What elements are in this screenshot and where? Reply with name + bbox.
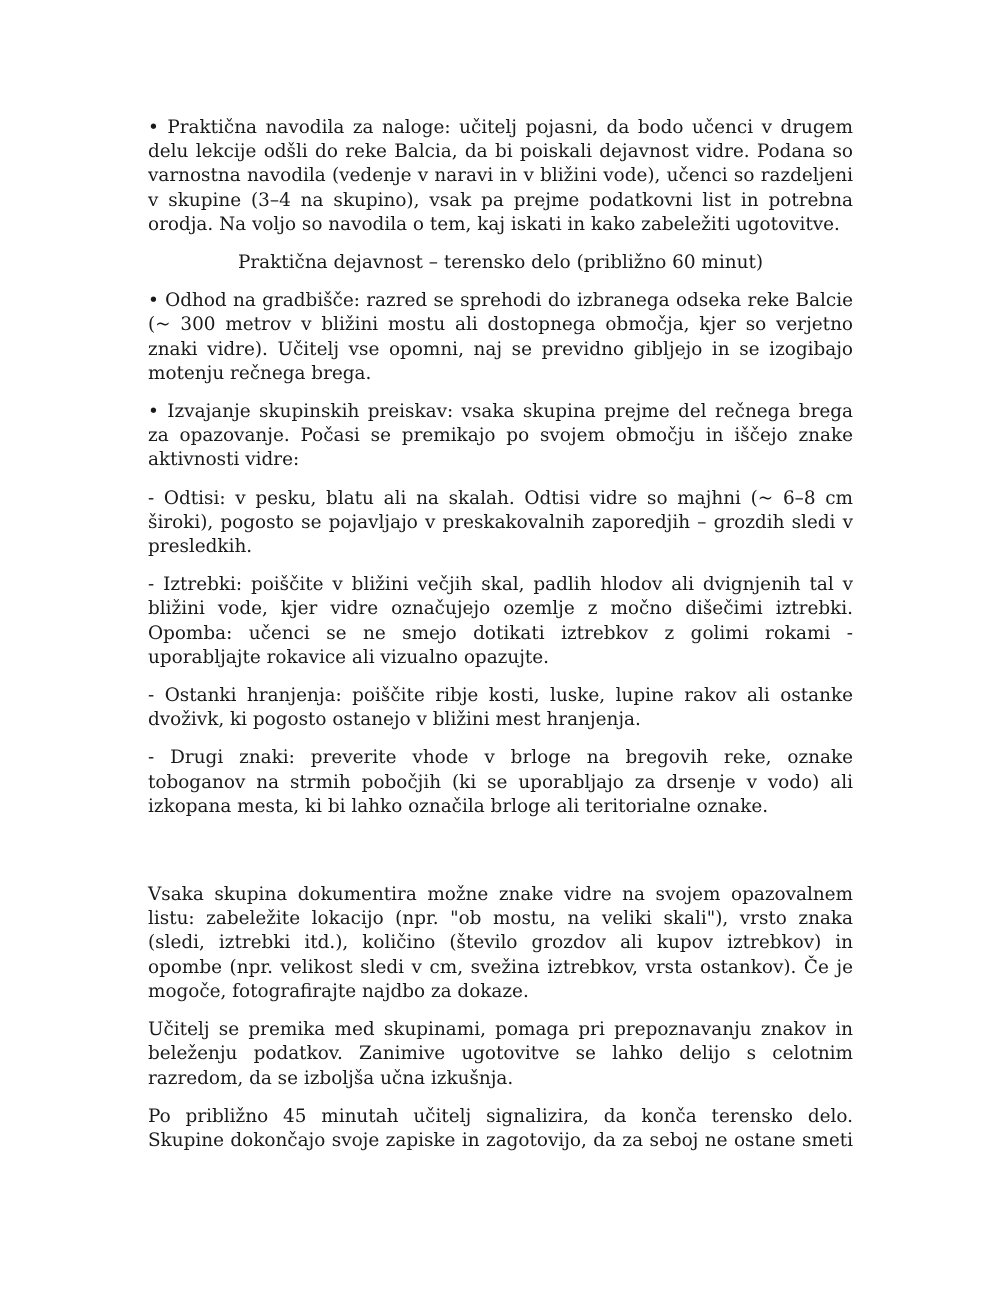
list-item-other-signs: - Drugi znaki: preverite vhode v brloge na bregovih reke, oznake toboganov na strmih pobočjih (ki se uporabljajo za drsenje v vodo) ali izkopana mesta, ki bi lahko označila brloge ali teritorialne oznake. xyxy=(148,747,853,817)
section-heading: Praktična dejavnost – terensko delo (približno 60 minut) xyxy=(237,252,764,274)
paragraph-task-instructions: • Praktična navodila za naloge: učitelj pojasni, da bodo učenci v drugem delu lekcije odšli do reke Balcia, da bi poiskali dejavnost vidre. Podana so varnostna navodila (vedenje v naravi in v bližini vode), učenci so razdeljeni v skupine (3–4 na skupino), vsak pa prejme podatkovni list in potrebna orodja. Na voljo so navodila o tem, kaj iskati in kako zabeležiti ugotovitve. xyxy=(148,117,853,235)
list-item-droppings: - Iztrebki: poiščite v bližini večjih skal, padlih hlodov ali dvignjenih tal v bližini vode, kjer vidre označujejo ozemlje z močno dišečimi iztrebki. Opomba: učenci se ne smejo dotikati iztrebkov z golimi rokami - uporabljajte rokavice ali vizualno opazujte. xyxy=(148,574,853,668)
spacer xyxy=(148,833,853,883)
paragraph-wrap-up: Po približno 45 minutah učitelj signalizira, da konča terensko delo. Skupine dokončajo svoje zapiske in zagotovijo, da za seboj ne ostane smeti xyxy=(148,1105,853,1151)
paragraph-teacher-role: Učitelj se premika med skupinami, pomaga pri prepoznavanju znakov in beleženju podatkov. Zanimive ugotovitve se lahko delijo s celotnim razredom, da se izboljša učna izkušnja. xyxy=(148,1019,853,1089)
document-page xyxy=(148,116,853,1167)
list-item-feeding-remains: - Ostanki hranjenja: poiščite ribje kosti, luske, lupine rakov ali ostanke dvoživk, ki pogosto ostanejo v bližini mest hranjenja. xyxy=(148,685,853,731)
paragraph-departure: • Odhod na gradbišče: razred se sprehodi do izbranega odseka reke Balcie (~ 300 metrov v bližini mostu ali dostopnega območja, kjer so verjetno znaki vidre). Učitelj vse opomni, naj se previdno gibljejo in se izogibajo motenju rečnega brega. xyxy=(148,290,853,384)
paragraph-group-investigation: • Izvajanje skupinskih preiskav: vsaka skupina prejme del rečnega brega za opazovanje. Počasi se premikajo po svojem območju in iščejo znake aktivnosti vidre: xyxy=(148,401,853,471)
list-item-footprints: - Odtisi: v pesku, blatu ali na skalah. Odtisi vidre so majhni (~ 6–8 cm široki), pogosto se pojavljajo v preskakovalnih zaporedjih – grozdih sledi v presledkih. xyxy=(148,487,853,558)
paragraph-documentation: Vsaka skupina dokumentira možne znake vidre na svojem opazovalnem listu: zabeležite lokacijo (npr. "ob mostu, na veliki skali"), vrsto znaka (sledi, iztrebki itd.), količino (število grozdov ali kupov iztrebkov) in opombe (npr. velikost sledi v cm, svežina iztrebkov, vrsta ostankov). Če je mogoče, fotografirajte najdbo za dokaze. xyxy=(148,884,853,1002)
